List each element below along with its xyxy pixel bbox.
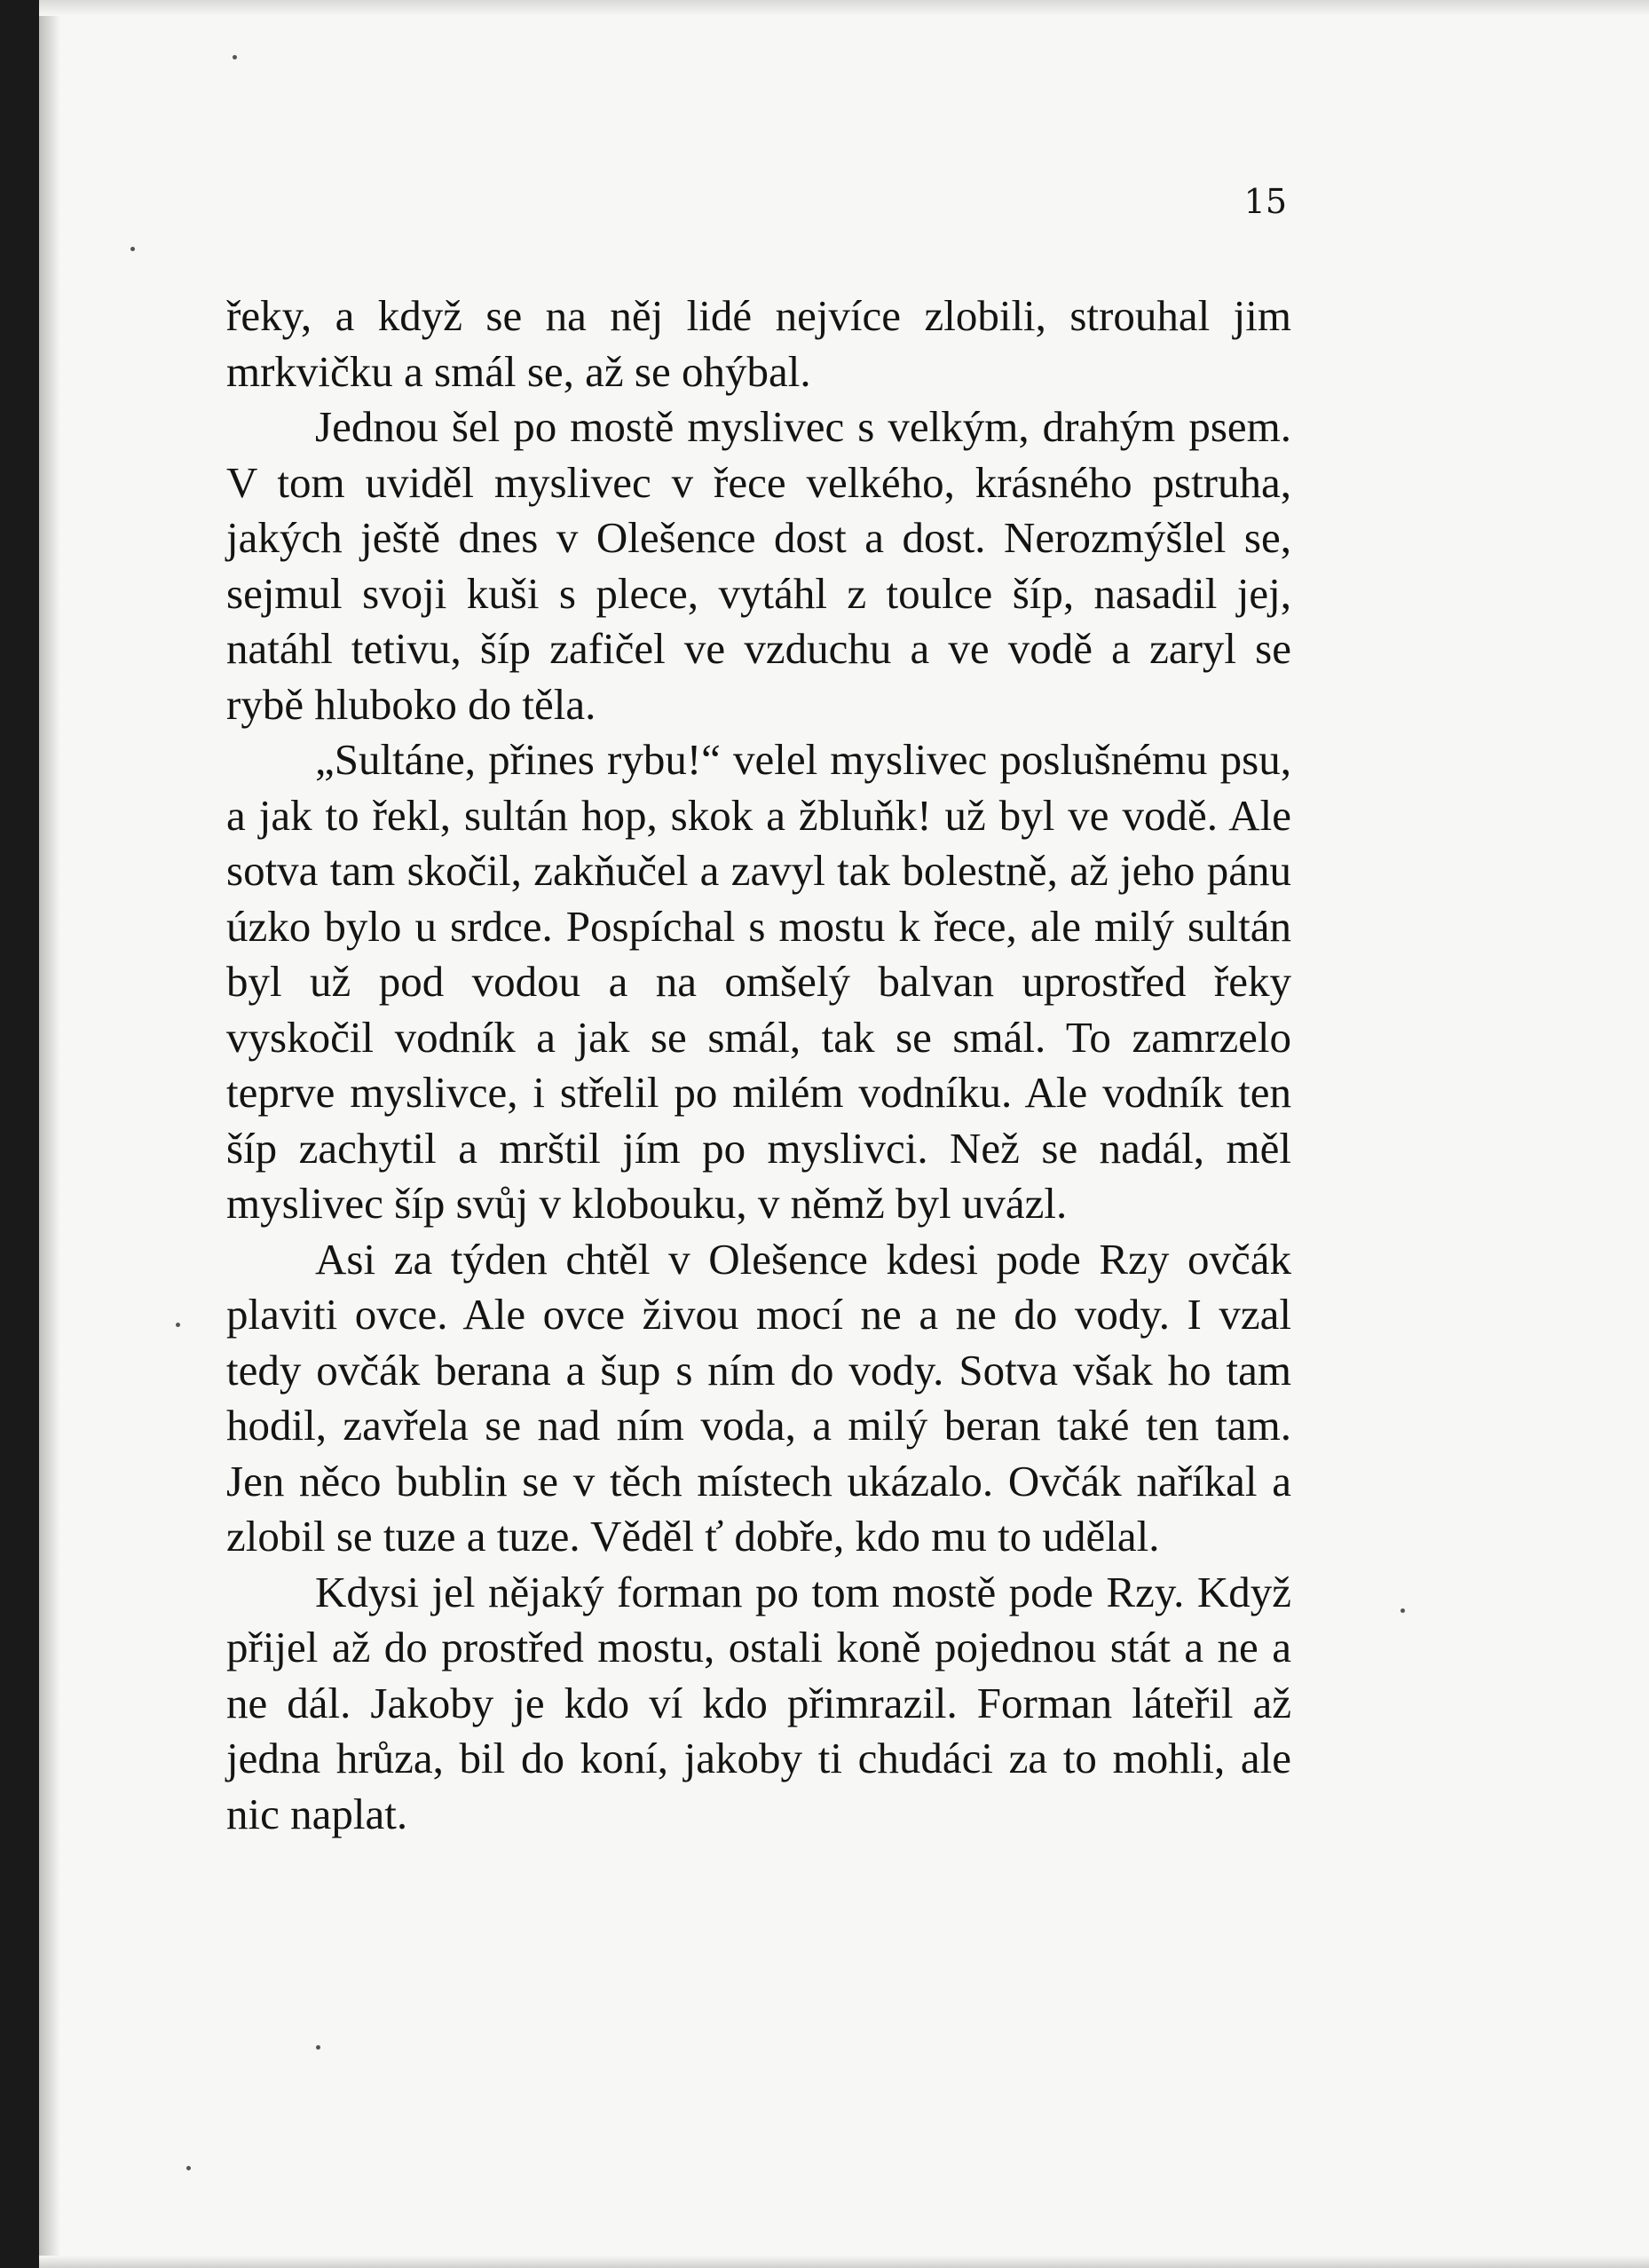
page-number: 15 (1243, 182, 1287, 221)
body-text (226, 288, 1291, 1842)
book-binding-edge (0, 0, 39, 2268)
paragraph-5: Kdysi jel nějaký forman po tom mostě pode Rzy. Když přijel až do prostřed mostu, ostali koně pojednou stát a ne a ne dál. Jakoby je kdo ví kdo přimrazil. Forman láteřil až jedna hrůza, bil do koní, jakoby ti chudáci za to mohli, ale nic naplat. (226, 1567, 1291, 1838)
dust-speck (186, 2166, 191, 2170)
paragraph-1: řeky, a když se na něj lidé nejvíce zlobili, strouhal jim mrkvičku a smál se, až se ohýbal. (226, 291, 1291, 396)
page-bottom-edge (39, 2256, 1649, 2268)
paragraph-2: Jednou šel po mostě myslivec s velkým, drahým psem. V tom uviděl myslivec v řece velkého, krásného pstruha, jakých ještě dnes v Olešence dost a dost. Nerozmýšlel se, sejmul svoji kuši s plece, vytáhl z toulce šíp, nasadil jej, natáhl tetivu, šíp zafičel ve vzduchu a ve vodě a zaryl se rybě hluboko do těla. (226, 402, 1291, 729)
page-top-edge (39, 0, 1649, 16)
dust-speck (130, 247, 135, 251)
dust-speck (316, 2045, 320, 2050)
paragraph-4: Asi za týden chtěl v Olešence kdesi pode Rzy ovčák plaviti ovce. Ale ovce živou mocí ne a ne do vody. I vzal tedy ovčák berana a šup s ním do vody. Sotva však ho tam hodil, zavřela se nad ním voda, a milý beran také ten tam. Jen něco bublin se v těch místech ukázalo. Ovčák naříkal a zlobil se tuze a tuze. Věděl ť dobře, kdo mu to udělal. (226, 1234, 1291, 1561)
dust-speck (176, 1323, 180, 1327)
dust-speck (233, 55, 237, 59)
paragraph-3: „Sultáne, přines rybu!“ velel myslivec poslušnému psu, a jak to řekl, sultán hop, skok a žbluňk! už byl ve vodě. Ale sotva tam skočil, zakňučel a zavyl tak bolestně, až jeho pánu úzko bylo u srdce. Pospíchal s mostu k řece, ale milý sultán byl už pod vodou a na omšelý balvan uprostřed řeky vyskočil vodník a jak se smál, tak se smál. To zamrzelo teprve myslivce, i střelil po milém vodníku. Ale vodník ten šíp zachytil a mrštil jím po myslivci. Než se nadál, měl myslivec šíp svůj v klobouku, v němž byl uvázl. (226, 735, 1291, 1228)
binding-shadow (39, 0, 60, 2268)
dust-speck (1400, 1608, 1405, 1613)
